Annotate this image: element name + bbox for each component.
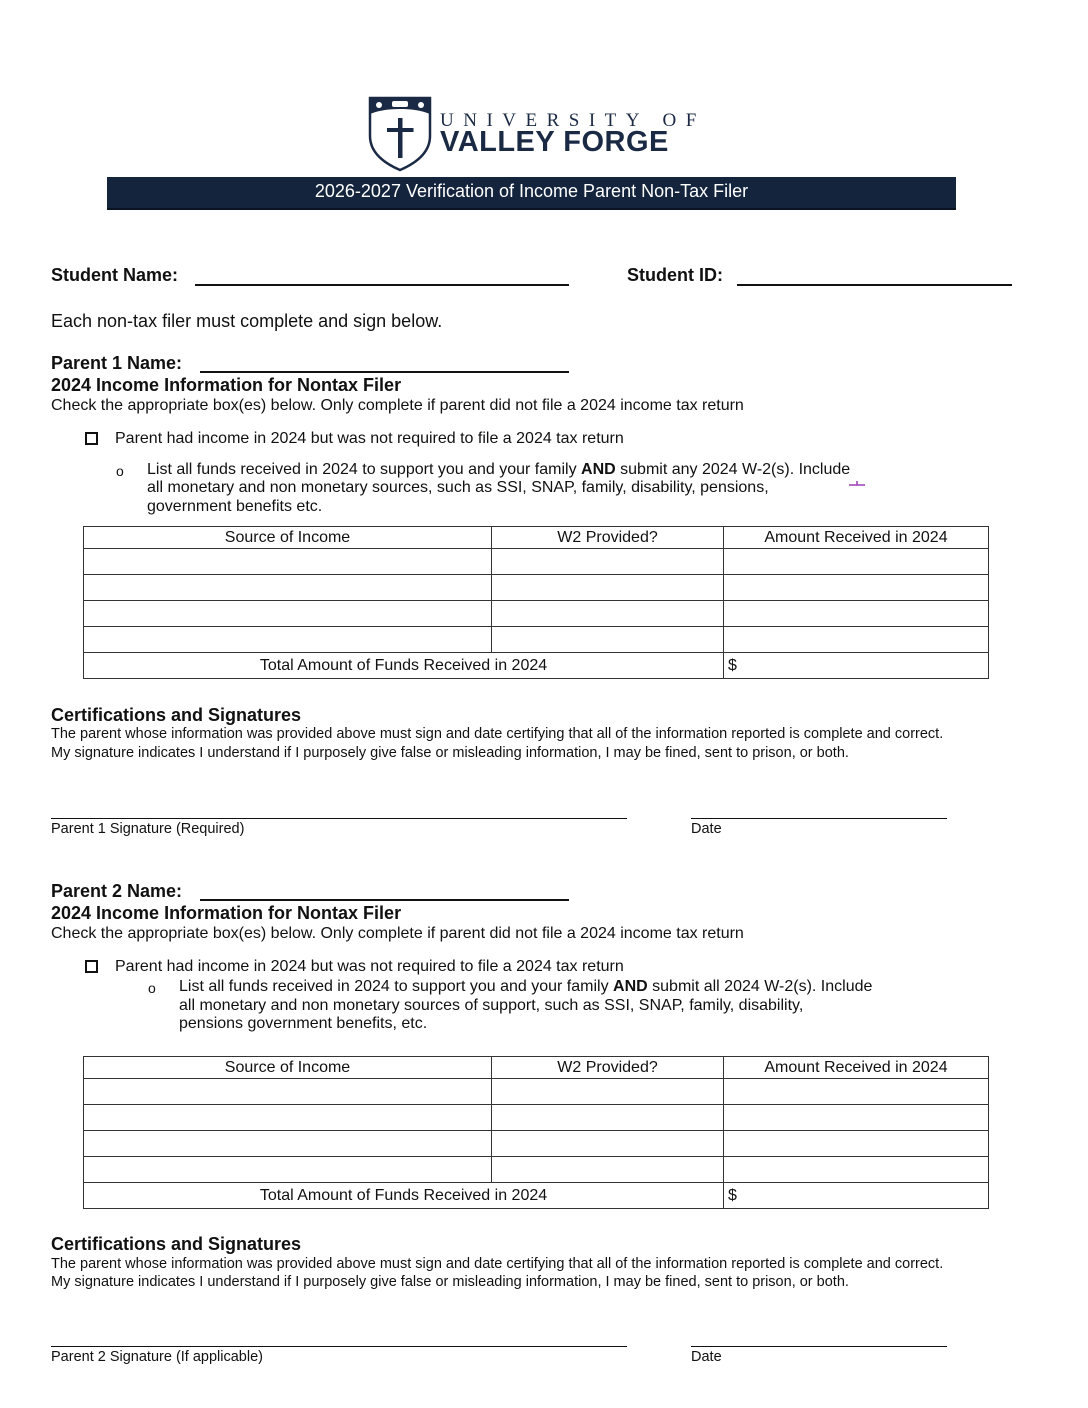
student-id-field[interactable]: [737, 284, 1012, 286]
total-label: Total Amount of Funds Received in 2024: [84, 1183, 724, 1209]
parent2-name-field[interactable]: [200, 899, 569, 901]
parent1-signature-field[interactable]: [51, 818, 627, 819]
amount-cell[interactable]: [724, 1157, 989, 1183]
w2-cell[interactable]: [492, 1131, 724, 1157]
parent1-income-table: [83, 526, 989, 679]
shield-cross-icon: [368, 96, 432, 172]
w2-cell[interactable]: [492, 575, 724, 601]
parent1-section-heading: 2024 Income Information for Nontax Filer: [51, 375, 402, 395]
parent2-date-field[interactable]: [691, 1346, 947, 1347]
parent1-instruction: Check the appropriate box(es) below. Only complete if parent did not file a 2024 income tax return: [51, 397, 744, 414]
source-cell[interactable]: [84, 575, 492, 601]
parent2-name-label: Parent 2 Name:: [51, 881, 183, 901]
amount-cell[interactable]: [724, 1131, 989, 1157]
amount-cell[interactable]: [724, 575, 989, 601]
source-cell[interactable]: [84, 1131, 492, 1157]
amount-cell[interactable]: [724, 1079, 989, 1105]
student-name-label: Student Name:: [51, 265, 179, 285]
source-cell[interactable]: [84, 549, 492, 575]
bullet-circle-icon: o: [116, 463, 124, 479]
bullet-circle-icon: o: [148, 980, 156, 996]
parent2-date-label: Date: [691, 1349, 722, 1365]
amount-cell[interactable]: [724, 627, 989, 653]
parent1-certification-heading: Certifications and Signatures: [51, 705, 302, 725]
table-header-row: [84, 527, 989, 549]
parent2-signature-label: Parent 2 Signature (If applicable): [51, 1349, 263, 1365]
parent2-bullet-line2: all monetary and non monetary sources of support, such as SSI, SNAP, family, disability,: [179, 997, 804, 1014]
parent1-income-checkbox[interactable]: [85, 432, 98, 445]
edit-marker-icon: [848, 480, 866, 486]
parent2-instruction: Check the appropriate box(es) below. Only complete if parent did not file a 2024 income tax return: [51, 925, 744, 942]
parent2-certification-line1: The parent whose information was provided above must sign and date certifying that all of the information reported is complete and correct.: [51, 1256, 944, 1272]
source-cell[interactable]: [84, 1157, 492, 1183]
logo-text-top: UNIVERSITY OF: [440, 110, 706, 131]
student-id-label: Student ID:: [627, 265, 723, 285]
column-header: Source of Income: [84, 1057, 492, 1079]
bullet-text: List all funds received in 2024 to support you and your family: [179, 978, 614, 995]
bullet-text: submit all 2024 W-2(s). Include: [647, 978, 873, 995]
table-row: [84, 1131, 989, 1157]
table-row: [84, 601, 989, 627]
form-title: 2026-2027 Verification of Income Parent Non-Tax Filer: [314, 181, 749, 201]
w2-cell[interactable]: [492, 1079, 724, 1105]
column-header: W2 Provided?: [492, 527, 724, 549]
form-title-bar: [107, 177, 956, 210]
university-logo: [368, 96, 706, 172]
w2-cell[interactable]: [492, 601, 724, 627]
parent1-bullet-line1: [147, 461, 850, 479]
intro-text: Each non-tax filer must complete and sign below.: [51, 311, 443, 331]
parent2-bullet-line1: [179, 978, 872, 996]
table-row: [84, 1105, 989, 1131]
parent1-certification-line2: My signature indicates I understand if I purposely give false or misleading information, I may be fined, sent to prison, or both.: [51, 745, 849, 761]
total-amount-cell[interactable]: $: [724, 653, 989, 679]
source-cell[interactable]: [84, 1079, 492, 1105]
source-cell[interactable]: [84, 627, 492, 653]
parent1-date-label: Date: [691, 821, 722, 837]
parent2-checkbox-label: Parent had income in 2024 but was not required to file a 2024 tax return: [115, 958, 624, 975]
bullet-text: List all funds received in 2024 to support you and your family: [147, 461, 582, 478]
student-name-field[interactable]: [195, 284, 569, 286]
table-total-row: [84, 1183, 989, 1209]
w2-cell[interactable]: [492, 1105, 724, 1131]
table-row: [84, 1079, 989, 1105]
source-cell[interactable]: [84, 1105, 492, 1131]
bullet-bold-text: AND: [613, 978, 648, 995]
amount-cell[interactable]: [724, 1105, 989, 1131]
amount-cell[interactable]: [724, 549, 989, 575]
column-header: Amount Received in 2024: [724, 527, 989, 549]
parent2-section-heading: 2024 Income Information for Nontax Filer: [51, 903, 402, 923]
parent2-bullet-line3: pensions government benefits, etc.: [179, 1015, 428, 1032]
table-row: [84, 627, 989, 653]
total-label: Total Amount of Funds Received in 2024: [84, 653, 724, 679]
parent2-certification-heading: Certifications and Signatures: [51, 1234, 302, 1254]
column-header: Source of Income: [84, 527, 492, 549]
table-header-row: [84, 1057, 989, 1079]
parent1-name-field[interactable]: [200, 371, 569, 373]
w2-cell[interactable]: [492, 627, 724, 653]
table-row: [84, 1157, 989, 1183]
table-total-row: [84, 653, 989, 679]
parent1-checkbox-label: Parent had income in 2024 but was not required to file a 2024 tax return: [115, 430, 624, 447]
total-amount-cell[interactable]: $: [724, 1183, 989, 1209]
table-row: [84, 549, 989, 575]
amount-cell[interactable]: [724, 601, 989, 627]
parent1-bullet-line3: government benefits etc.: [147, 498, 323, 515]
bullet-bold-text: AND: [581, 461, 616, 478]
column-header: W2 Provided?: [492, 1057, 724, 1079]
parent1-date-field[interactable]: [691, 818, 947, 819]
logo-text-main: VALLEY FORGE: [440, 126, 669, 158]
parent2-income-checkbox[interactable]: [85, 960, 98, 973]
w2-cell[interactable]: [492, 1157, 724, 1183]
source-cell[interactable]: [84, 601, 492, 627]
column-header: Amount Received in 2024: [724, 1057, 989, 1079]
parent2-signature-field[interactable]: [51, 1346, 627, 1347]
parent1-signature-label: Parent 1 Signature (Required): [51, 821, 245, 837]
parent1-certification-line1: The parent whose information was provided above must sign and date certifying that all of the information reported is complete and correct.: [51, 726, 944, 742]
table-row: [84, 575, 989, 601]
parent1-bullet-line2: all monetary and non monetary sources, such as SSI, SNAP, family, disability, pensions,: [147, 479, 769, 496]
w2-cell[interactable]: [492, 549, 724, 575]
parent2-income-table: [83, 1056, 989, 1209]
parent2-certification-line2: My signature indicates I understand if I purposely give false or misleading information, I may be fined, sent to prison, or both.: [51, 1274, 849, 1290]
parent1-name-label: Parent 1 Name:: [51, 353, 183, 373]
bullet-text: submit any 2024 W-2(s). Include: [615, 461, 851, 478]
